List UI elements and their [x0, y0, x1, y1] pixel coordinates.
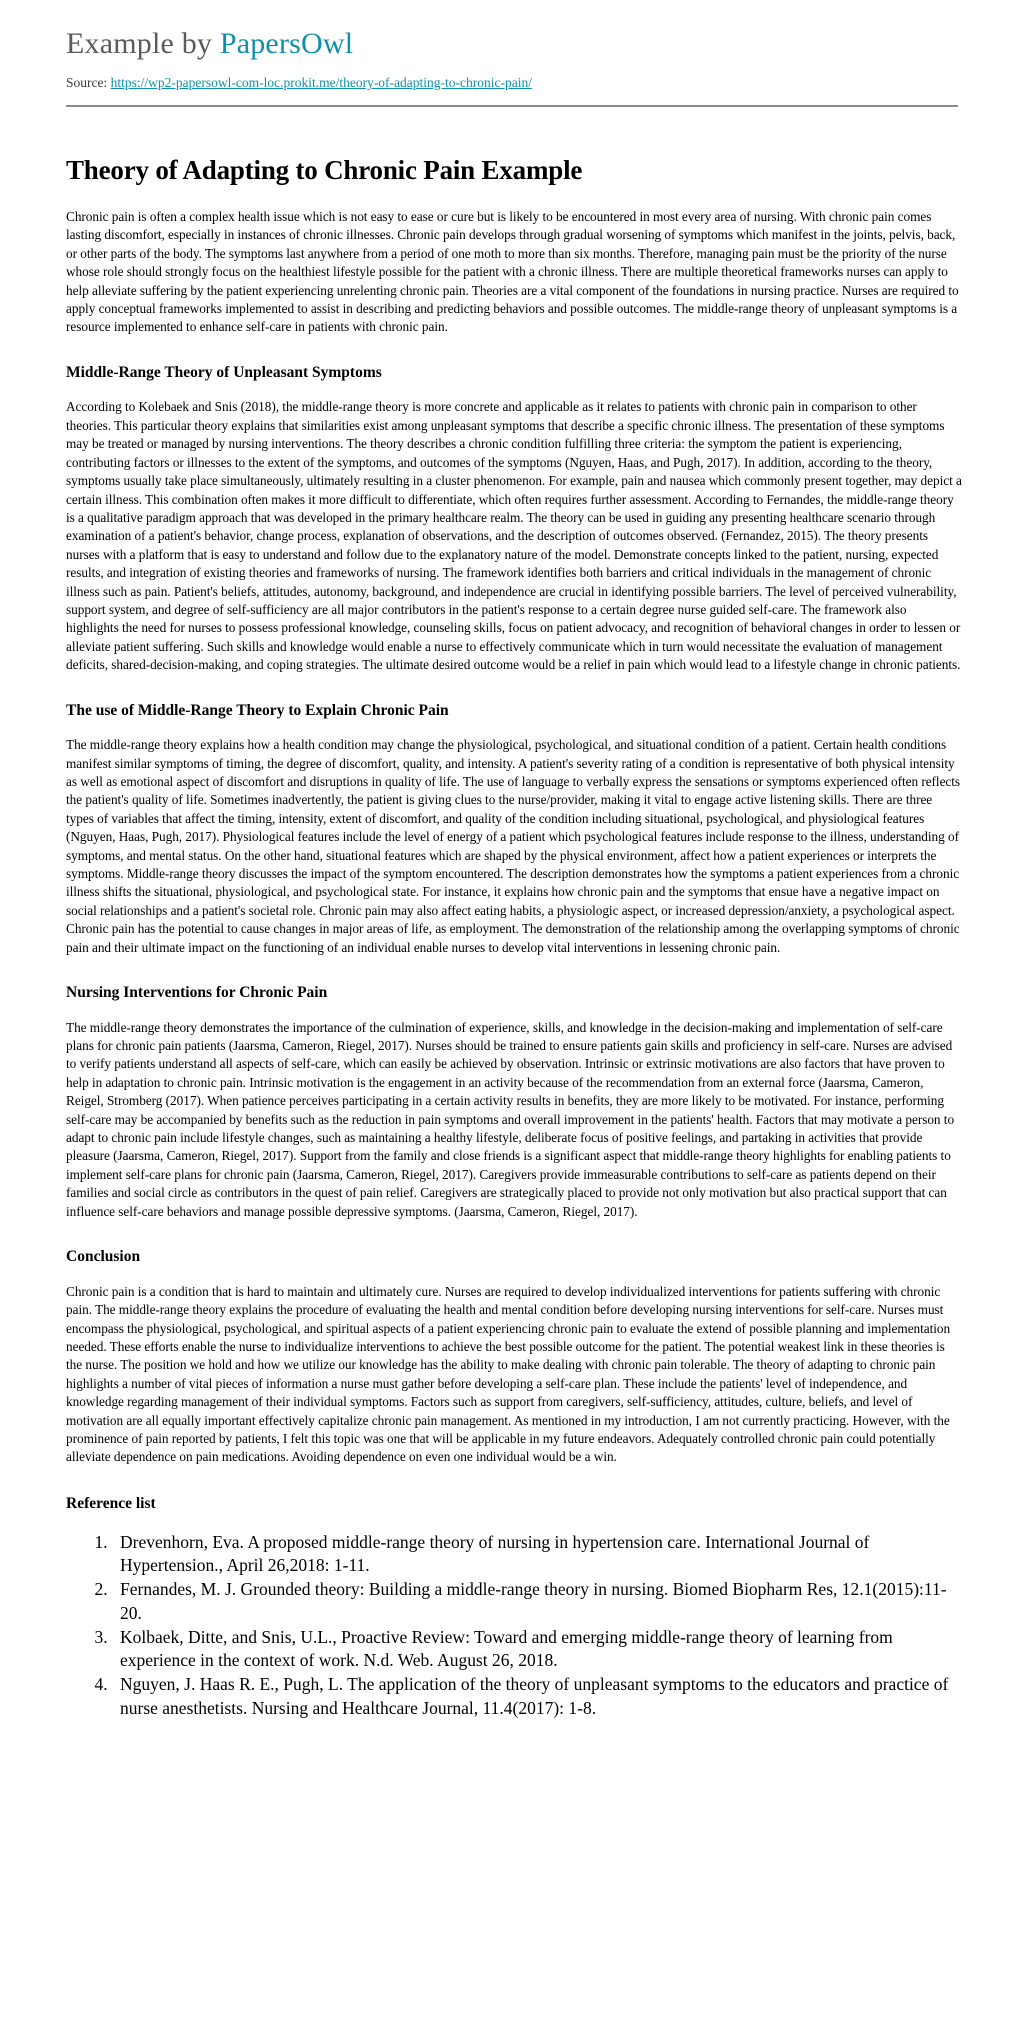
section-heading-nursing-interventions: Nursing Interventions for Chronic Pain [66, 984, 328, 1002]
source-label: Source: [66, 75, 108, 90]
list-item: 1. Drevenhorn, Eva. A proposed middle-range theory of nursing in hypertension care. International Journal of Hypertension., April 26,2018: 1-11. [112, 1531, 962, 1578]
source-line [66, 75, 1024, 91]
header-divider [66, 105, 958, 107]
section-heading-use-of-theory: The use of Middle-Range Theory to Explain Chronic Pain [66, 701, 449, 719]
section-body-middle-range-theory: According to Kolebaek and Snis (2018), the middle-range theory is more concrete and applicable as it relates to patients with chronic pain in comparison to other theories. This particular theory explains that similarities exist among unpleasant symptoms that describe a specific chronic illness. The presentation of these symptoms may be treated or managed by nursing interventions. The theory describes a chronic condition fulfilling three criteria: the symptom the patient is experiencing, contributing factors or illnesses to the extent of the symptoms, and outcomes of the symptoms (Nguyen, Haas, and Pugh, 2017). In addition, according to the theory, symptoms usually take place simultaneously, ultimately resulting in a cluster phenomenon. For example, pain and nausea which commonly present together, may depict a certain illness. This combination often makes it more difficult to differentiate, which often requires further assessment. According to Fernandes, the middle-range theory is a qualitative paradigm approach that was developed in the primary healthcare realm. The theory can be used in guiding any presenting healthcare scenario through examination of a patient's behavior, change process, explanation of observations, and the description of outcomes observed. (Fernandez, 2015). The theory presents nurses with a platform that is easy to understand and follow due to the explanatory nature of the model. Demonstrate concepts linked to the patient, nursing, expected results, and integration of existing theories and frameworks of nursing. The framework identifies both barriers and critical individuals in the management of chronic illness such as pain. Patient's beliefs, attitudes, autonomy, background, and independence are crucial in identifying possible barriers. The level of perceived vulnerability, support system, and degree of self-sufficiency are all major contributors in the patient's response to a certain degree nurse guided self-care. The framework also highlights the need for nurses to possess professional knowledge, counseling skills, focus on patient advocacy, and recognition of behavioral changes in order to lessen or alleviate patient suffering. Such skills and knowledge would enable a nurse to effectively communicate which in turn would necessitate the evaluation of management deficits, shared-decision-making, and coping strategies. The ultimate desired outcome would be a relief in pain which would lead to a lifestyle change in chronic patients. [66, 399, 962, 673]
section-body-conclusion: Chronic pain is a condition that is hard to maintain and ultimately cure. Nurses are required to develop individualized interventions for patients suffering with chronic pain. The middle-range theory explains the procedure of evaluating the health and mental condition before developing nursing interventions for self-care. Nurses must encompass the physiological, psychological, and spiritual aspects of a patient experiencing chronic pain to evaluate the extend of possible planning and implementation needed. These efforts enable the nurse to individualize interventions to achieve the best possible outcome for the patient. The potential weakest link in these theories is the nurse. The position we hold and how we utilize our knowledge has the ability to make dealing with chronic pain tolerable. The theory of adapting to chronic pain highlights a number of vital pieces of information a nurse must gather before developing a self-care plan. These include the patients' level of independence, and knowledge regarding management of their individual symptoms. Factors such as support from caregivers, self-sufficiency, attitudes, culture, beliefs, and level of motivation are all equally important effectively capitalize chronic pain management. As mentioned in my introduction, I am not currently practicing. However, with the prominence of pain reported by patients, I felt this topic was one that will be applicable in my future endeavors. Adequately controlled chronic pain could potentially alleviate dependence on pain medications. Avoiding dependence on even one individual would be a win. [66, 1283, 951, 1465]
brand-name: PapersOwl [219, 27, 354, 60]
section-heading-conclusion: Conclusion [66, 1248, 141, 1266]
section-heading-middle-range-theory: Middle-Range Theory of Unpleasant Symptoms [66, 363, 382, 381]
list-item: 2. Fernandes, M. J. Grounded theory: Building a middle-range theory in nursing. Biomed Biopharm Res, 12.1(2015):11-20. [112, 1578, 962, 1625]
masthead [0, 0, 1024, 91]
section-body-nursing-interventions: The middle-range theory demonstrates the importance of the culmination of experience, skills, and knowledge in the decision-making and implementation of self-care plans for chronic pain patients (Jaarsma, Cameron, Riegel, 2017). Nurses should be trained to ensure patients gain skills and proficiency in self-care. Nurses are advised to verify patients understand all aspects of self-care, which can easily be achieved by observation. Intrinsic or extrinsic motivations are also factors that have proven to help in adaptation to chronic pain. Intrinsic motivation is the engagement in an activity because of the recommendation from an external force (Jaarsma, Cameron, Reigel, Stromberg (2017). When patience perceives participating in a certain activity results in benefits, they are more likely to be motivated. For instance, performing self-care may be accompanied by benefits such as the reduction in pain symptoms and overall improvement in the patients' health. Factors that may motivate a person to adapt to chronic pain include lifestyle changes, such as maintaining a healthy lifestyle, deliberate focus of positive feelings, and partaking in activities that provide pleasure (Jaarsma, Cameron, Riegel, 2017). Support from the family and close friends is a significant aspect that middle-range theory highlights for enabling patients to implement self-care plans for chronic pain (Jaarsma, Cameron, Riegel, 2017). Caregivers provide immeasurable contributions to self-care as patients depend on their families and social circle as contributors in the quest of pain relief. Caregivers are strategically placed to provide not only motivation but also practical support that can influence self-care behaviors and manage possible depressive symptoms. (Jaarsma, Cameron, Riegel, 2017). [66, 1019, 955, 1219]
brand-title [66, 26, 1024, 62]
list-item: 3. Kolbaek, Ditte, and Snis, U.L., Proactive Review: Toward and emerging middle-range theory of learning from experience in the context of work. N.d. Web. August 26, 2018. [112, 1626, 962, 1673]
brand-prefix: Example by [66, 27, 220, 60]
list-item: 4. Nguyen, J. Haas R. E., Pugh, L. The application of the theory of unpleasant symptoms to the educators and practice of nurse anesthetists. Nursing and Healthcare Journal, 11.4(2017): 1-8. [112, 1673, 962, 1720]
section-body-use-of-theory: The middle-range theory explains how a health condition may change the physiological, psychological, and situational condition of a patient. Certain health conditions manifest similar symptoms of timing, the degree of discomfort, quality, and intensity. A patient's severity rating of a condition is representative of both physical intensity as well as emotional aspect of discomfort and disruptions in quality of life. The use of language to verbally express the sensations or symptoms experienced often reflects the patient's quality of life. Sometimes inadvertently, the patient is giving clues to the nurse/provider, making it vital to engage active listening skills. There are three types of variables that affect the timing, intensity, extent of discomfort, and quality of the condition including situational, psychological, and physiological features (Nguyen, Haas, Pugh, 2017). Physiological features include the level of energy of a patient which psychological features include response to the illness, understanding of symptoms, and mental status. On the other hand, situational features which are shaped by the physical environment, affect how a patient experiences or interprets the symptoms. Middle-range theory discusses the impact of the symptom encountered. The description demonstrates how the symptoms a patient experiences from a chronic illness shifts the situational, physiological, and psychological state. For instance, it explains how chronic pain and the symptoms that ensue have a negative impact on social relationships and a patient's societal role. Chronic pain may also affect eating habits, a physiologic aspect, or increased depression/anxiety, a psychological aspect. Chronic pain has the potential to cause changes in major areas of life, as employment. The demonstration of the relationship among the overlapping symptoms of chronic pain and their ultimate impact on the functioning of an individual enable nurses to develop vital interventions in lessening chronic pain. [66, 737, 961, 955]
section-heading-reference-list: Reference list [66, 1494, 156, 1512]
intro-paragraph: Chronic pain is often a complex health issue which is not easy to ease or cure but is likely to be encountered in most every area of nursing. With chronic pain comes lasting discomfort, especially in instances of chronic illnesses. Chronic pain develops through gradual worsening of symptoms which manifest in the joints, pelvis, back, or other parts of the body. The symptoms last anywhere from a period of one moth to more than six months. Therefore, managing pain must be the priority of the nurse whose role should strongly focus on the healthiest lifestyle possible for the patient with a chronic illness. There are multiple theoretical frameworks nurses can apply to help alleviate suffering by the patient experiencing unrelenting chronic pain. Theories are a vital component of the foundations in nursing practice. Nurses are required to apply conceptual frameworks implemented to assist in describing and predicting behaviors and possible outcomes. The middle-range theory of unpleasant symptoms is a resource implemented to enhance self-care in patients with chronic pain. [66, 209, 959, 335]
reference-list [66, 1531, 962, 1720]
page-title: Theory of Adapting to Chronic Pain Example [66, 155, 583, 185]
document-content [0, 155, 1024, 1720]
source-url-link[interactable]: https://wp2-papersowl-com-loc.prokit.me/theory-of-adapting-to-chronic-pain/ [110, 75, 532, 90]
